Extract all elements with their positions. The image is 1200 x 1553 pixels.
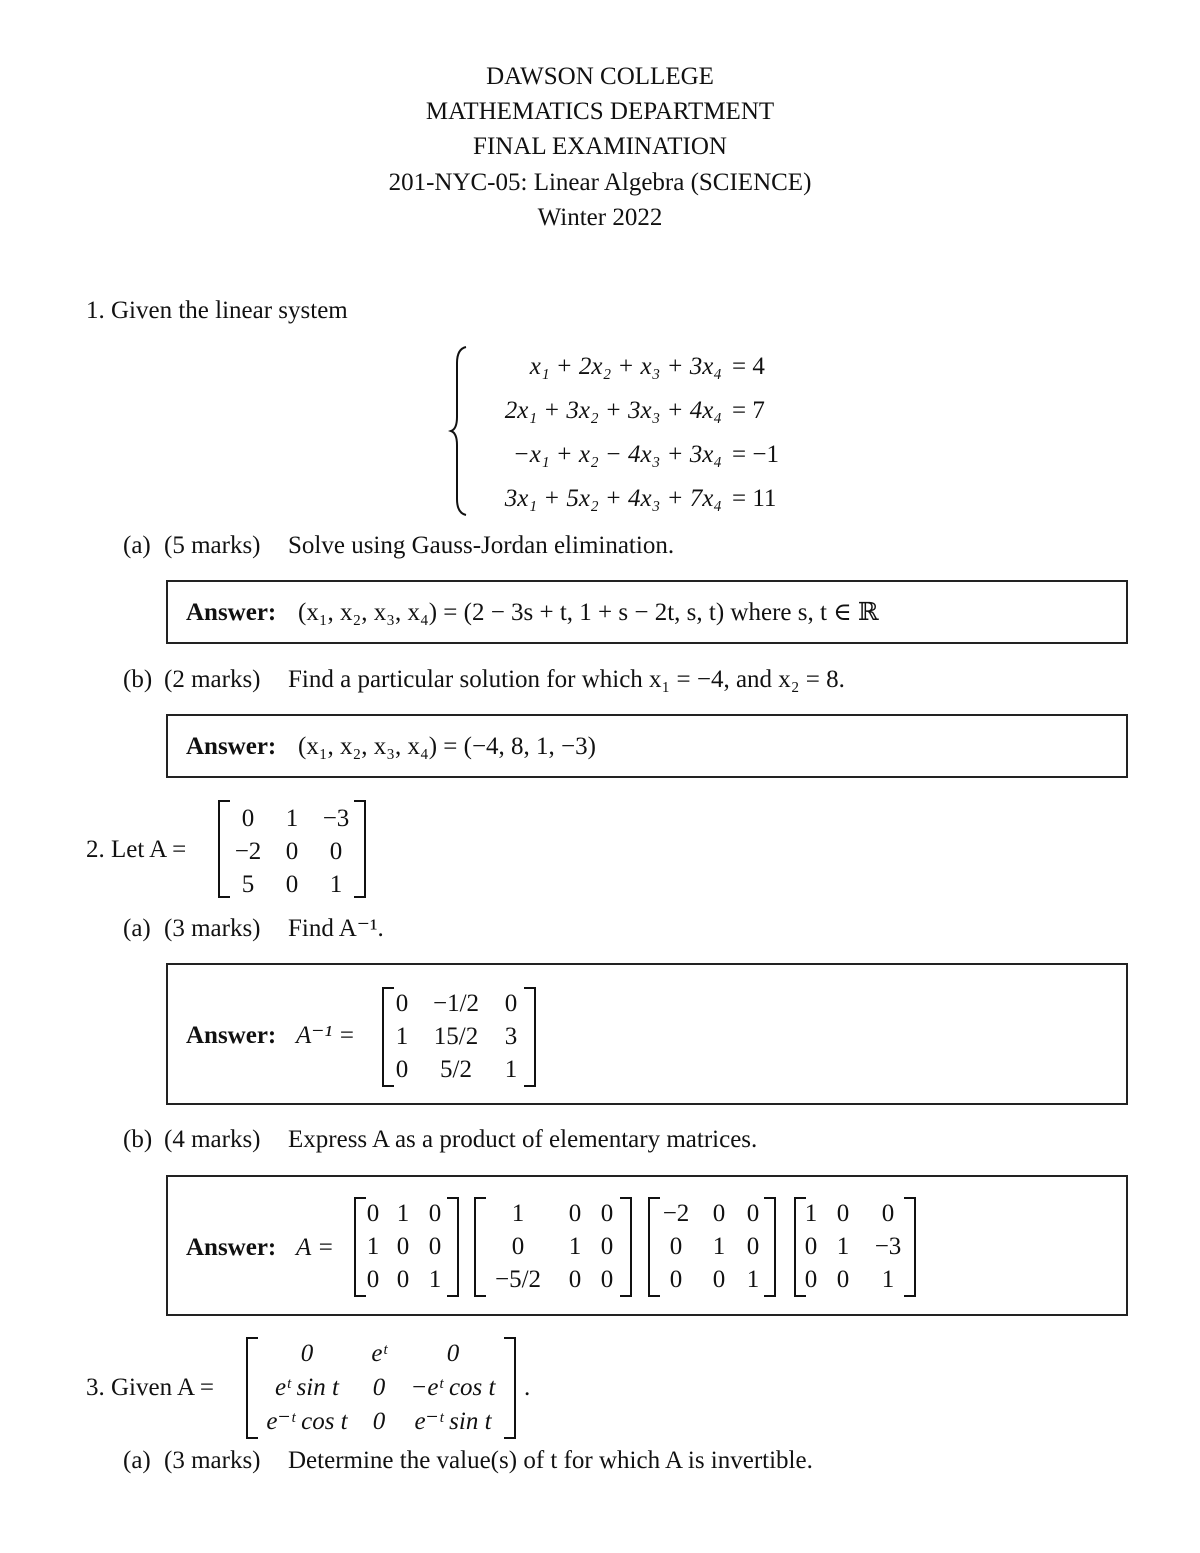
q3-matrix-cell: 0 xyxy=(372,1374,386,1401)
q2a-matrix-cell: 0 xyxy=(395,990,409,1017)
header-exam: FINAL EXAMINATION xyxy=(473,133,727,160)
e2-cell: 0 xyxy=(568,1266,582,1293)
system-row-4-rhs: = 11 xyxy=(732,485,777,512)
system-row-3-rhs: = −1 xyxy=(732,441,779,468)
e4-cell: 1 xyxy=(881,1266,895,1293)
q1b-answer-label: Answer: xyxy=(186,733,277,760)
q1a-label: (a) xyxy=(123,532,151,559)
q3-matrix-cell: eᵗ xyxy=(371,1340,387,1367)
e3-cell: 0 xyxy=(712,1266,726,1293)
q3-matrix-cell: 0 xyxy=(300,1340,314,1367)
e3-right-bracket xyxy=(764,1197,776,1297)
e4-cell: 1 xyxy=(836,1233,850,1260)
q3-matrix-cell: e⁻ᵗ cos t xyxy=(266,1408,348,1435)
system-row-1-rhs: = 4 xyxy=(732,353,765,380)
q2a-matrix-cell: 0 xyxy=(504,990,518,1017)
q2a-answer-label: Answer: xyxy=(186,1022,277,1049)
q2-matrix-cell: −2 xyxy=(234,838,262,865)
e1-cell: 1 xyxy=(396,1200,410,1227)
q2a-matrix-cell: 1 xyxy=(395,1023,409,1050)
q1a-text: Solve using Gauss-Jordan elimination. xyxy=(288,532,675,559)
q1-intro: 1. Given the linear system xyxy=(86,297,348,324)
e2-cell: 0 xyxy=(600,1200,614,1227)
e1-cell: 0 xyxy=(428,1233,442,1260)
q3a-text: Determine the value(s) of t for which A is invertible. xyxy=(288,1447,813,1474)
system-row-4-lhs: 3x₁ + 5x₂ + 4x₃ + 7x₄ xyxy=(504,485,722,512)
e1-cell: 0 xyxy=(428,1200,442,1227)
e1-cell: 0 xyxy=(366,1200,380,1227)
q3-matrix-cell: eᵗ sin t xyxy=(275,1374,339,1401)
q2-matrix-cell: −3 xyxy=(322,805,350,832)
e4-cell: 0 xyxy=(836,1266,850,1293)
e1-right-bracket xyxy=(447,1197,459,1297)
q2a-answer-box xyxy=(166,963,1128,1105)
system-brace xyxy=(448,345,470,517)
q1a-answer-label: Answer: xyxy=(186,599,277,626)
q1b-marks: (2 marks) xyxy=(164,666,261,693)
e2-cell: 0 xyxy=(600,1266,614,1293)
e3-cell: 1 xyxy=(712,1233,726,1260)
e4-cell: 0 xyxy=(836,1200,850,1227)
q1b-text: Find a particular solution for which x₁ = −4, and x₂ = 8. xyxy=(288,666,845,693)
q2a-text: Find A⁻¹. xyxy=(288,915,384,942)
q2-matrix-cell: 1 xyxy=(285,805,299,832)
e2-cell: 0 xyxy=(600,1233,614,1260)
q2b-label: (b) xyxy=(123,1126,153,1153)
e3-cell: 1 xyxy=(746,1266,760,1293)
q2-matrix-cell: 0 xyxy=(285,871,299,898)
q3a-marks: (3 marks) xyxy=(164,1447,261,1474)
e1-cell: 1 xyxy=(428,1266,442,1293)
header-department: MATHEMATICS DEPARTMENT xyxy=(425,98,775,125)
q2a-matrix-cell: 0 xyxy=(395,1056,409,1083)
system-row-1-lhs: x₁ + 2x₂ + x₃ + 3x₄ xyxy=(529,353,722,380)
q1a-answer-box xyxy=(166,580,1128,644)
q3-matrix-cell: 0 xyxy=(446,1340,460,1367)
e4-cell: 1 xyxy=(804,1200,818,1227)
system-row-2-rhs: = 7 xyxy=(732,397,765,424)
q3-matrix-cell: −eᵗ cos t xyxy=(410,1374,496,1401)
e1-cell: 0 xyxy=(396,1266,410,1293)
header-term: Winter 2022 xyxy=(537,204,663,231)
q1a-answer-text: (x₁, x₂, x₃, x₄) = (2 − 3s + t, 1 + s − 2t, s, t) where s, t ∈ ℝ xyxy=(298,599,879,626)
e1-cell: 0 xyxy=(366,1266,380,1293)
q1b-answer-box xyxy=(166,714,1128,778)
e1-cell: 0 xyxy=(396,1233,410,1260)
q2a-matrix-cell: 1 xyxy=(504,1056,518,1083)
e3-cell: 0 xyxy=(669,1266,683,1293)
q2-matrix-cell: 0 xyxy=(241,805,255,832)
q2b-marks: (4 marks) xyxy=(164,1126,261,1153)
q2a-matrix-right-bracket xyxy=(524,987,536,1087)
q2a-answer-lhs: A⁻¹ = xyxy=(296,1022,356,1049)
q3a-label: (a) xyxy=(123,1447,151,1474)
system-row-3-lhs: −x₁ + x₂ − 4x₃ + 3x₄ xyxy=(512,441,722,468)
q2b-answer-label: Answer: xyxy=(186,1234,277,1261)
q2b-answer-box xyxy=(166,1175,1128,1316)
e4-cell: 0 xyxy=(804,1266,818,1293)
e4-cell: −3 xyxy=(874,1233,902,1260)
e3-cell: 0 xyxy=(746,1200,760,1227)
e2-cell: 0 xyxy=(568,1200,582,1227)
e3-cell: 0 xyxy=(746,1233,760,1260)
q2a-matrix-cell: 3 xyxy=(504,1023,518,1050)
e2-cell: 0 xyxy=(511,1233,525,1260)
q2a-matrix-cell: 5/2 xyxy=(440,1056,472,1083)
q2a-matrix-cell: −1/2 xyxy=(432,990,480,1017)
header-college: DAWSON COLLEGE xyxy=(486,63,714,90)
q3-intro: 3. Given A = xyxy=(86,1374,214,1401)
e2-right-bracket xyxy=(620,1197,632,1297)
q1b-label: (b) xyxy=(123,666,153,693)
q2-matrix-cell: 1 xyxy=(329,871,343,898)
q3-period: . xyxy=(524,1374,531,1401)
e4-cell: 0 xyxy=(804,1233,818,1260)
q2b-text: Express A as a product of elementary matrices. xyxy=(288,1126,758,1153)
q2-matrix-cell: 0 xyxy=(285,838,299,865)
e3-cell: 0 xyxy=(712,1200,726,1227)
q2-matrix-cell: 5 xyxy=(241,871,255,898)
header-course: 201-NYC-05: Linear Algebra (SCIENCE) xyxy=(388,169,812,196)
q3-matrix-cell: 0 xyxy=(372,1408,386,1435)
q3-matrix-cell: e⁻ᵗ sin t xyxy=(414,1408,492,1435)
q2-intro: 2. Let A = xyxy=(86,836,187,863)
e1-cell: 1 xyxy=(366,1233,380,1260)
system-row-2-lhs: 2x₁ + 3x₂ + 3x₃ + 4x₄ xyxy=(504,397,722,424)
q2b-answer-lhs: A = xyxy=(296,1234,334,1261)
e4-cell: 0 xyxy=(881,1200,895,1227)
e3-cell: 0 xyxy=(669,1233,683,1260)
e2-cell: 1 xyxy=(511,1200,525,1227)
q1b-answer-text: (x₁, x₂, x₃, x₄) = (−4, 8, 1, −3) xyxy=(298,733,596,760)
e2-cell: −5/2 xyxy=(494,1266,542,1293)
q2a-matrix-cell: 15/2 xyxy=(433,1023,479,1050)
q2a-marks: (3 marks) xyxy=(164,915,261,942)
q2a-label: (a) xyxy=(123,915,151,942)
e2-cell: 1 xyxy=(568,1233,582,1260)
e3-cell: −2 xyxy=(662,1200,690,1227)
q2-matrix-cell: 0 xyxy=(329,838,343,865)
q1a-marks: (5 marks) xyxy=(164,532,261,559)
